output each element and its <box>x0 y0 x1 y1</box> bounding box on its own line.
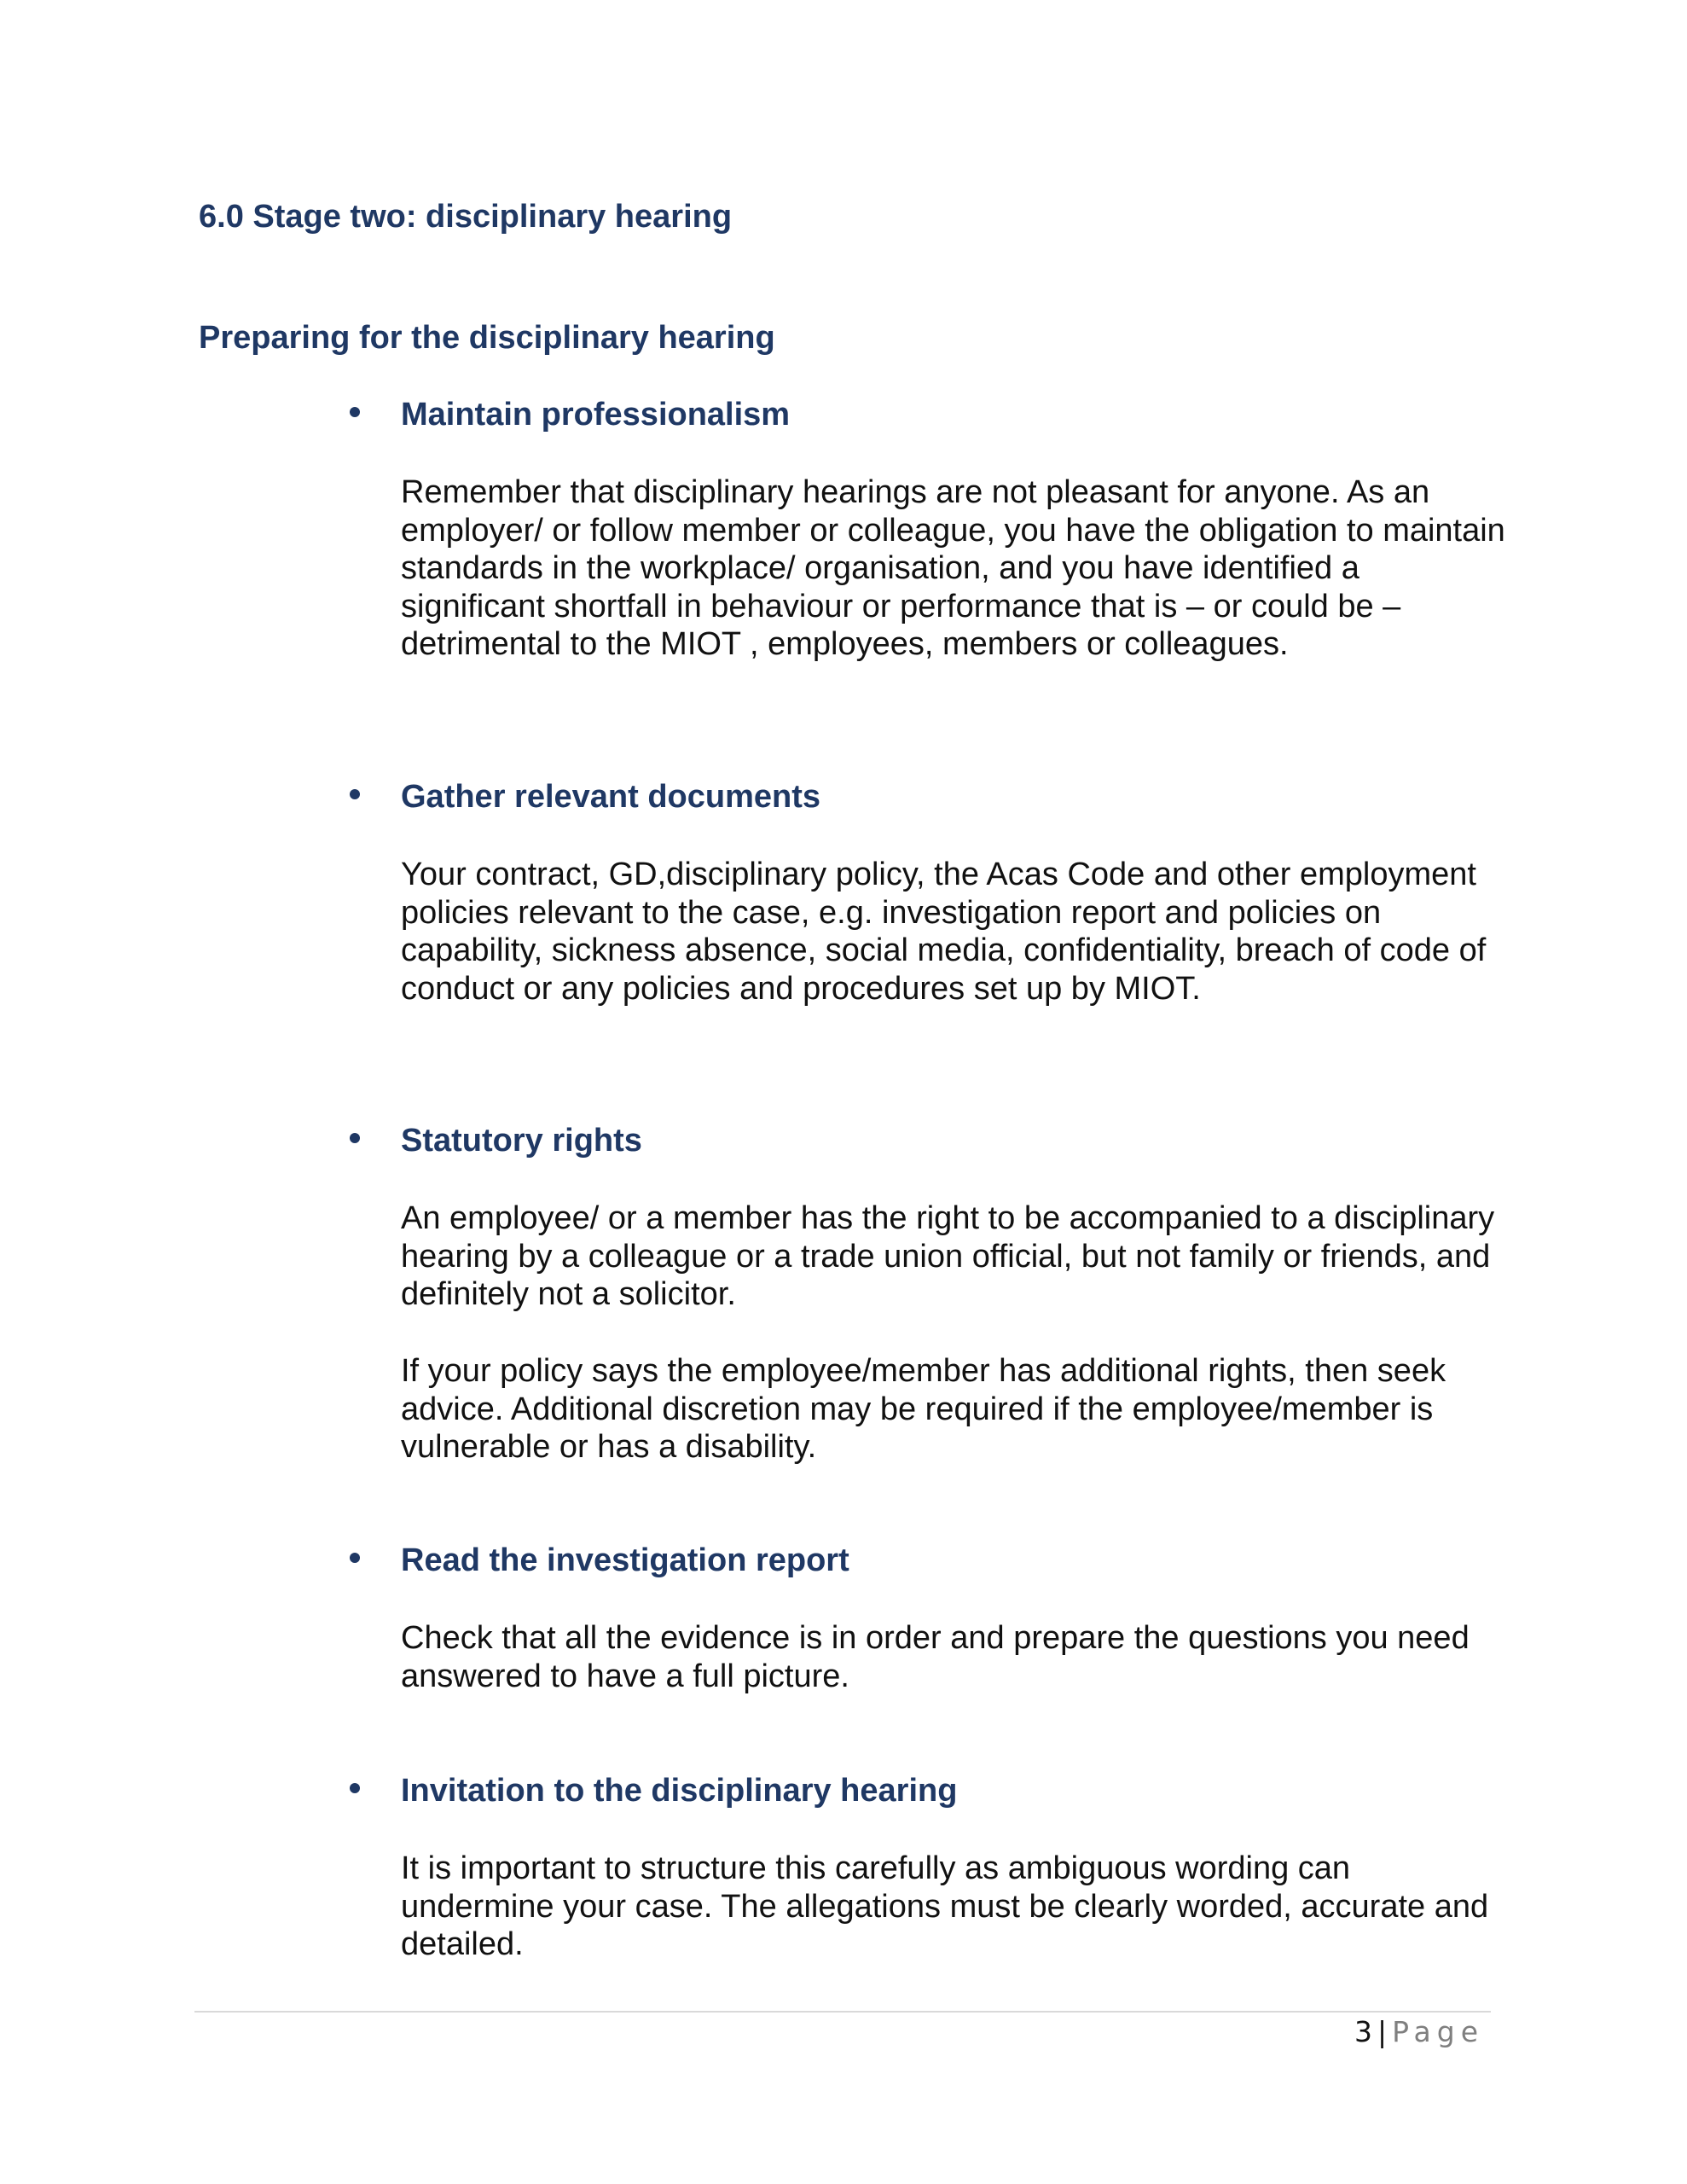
page-number: 3 <box>1354 2015 1372 2048</box>
section-heading: 6.0 Stage two: disciplinary hearing <box>199 199 733 235</box>
item-paragraph: It is important to structure this carefully as ambiguous wording can undermine your case. The allegations must be clearly worded, accurate and detailed. <box>401 1850 1489 1963</box>
item-paragraph: Check that all the evidence is in order and prepare the questions you need answered to have a full picture. <box>401 1620 1470 1694</box>
bullet-icon <box>350 407 360 417</box>
bullet-icon <box>350 1783 360 1793</box>
subheading: Preparing for the disciplinary hearing <box>199 320 775 356</box>
item-title: Read the investigation report <box>401 1542 849 1578</box>
bullet-icon <box>350 1133 360 1143</box>
item-paragraph: An employee/ or a member has the right to be accompanied to a disciplinary hearing by a colleague or a trade union official, but not family or friends, and definitely not a solicitor. <box>401 1200 1495 1313</box>
page-label: Page <box>1392 2015 1484 2048</box>
footer-divider <box>194 2011 1491 2013</box>
item-paragraph: Your contract, GD,disciplinary policy, the Acas Code and other employment policies relevant to the case, e.g. investigation report and policies on capability, sickness absence, social media, confidentiality, breach of code of conduct or any policies and procedures set up by MIOT. <box>401 857 1487 1007</box>
bullet-icon <box>350 789 360 799</box>
item-title: Statutory rights <box>401 1123 642 1159</box>
item-paragraph: If your policy says the employee/member has additional rights, then seek advice. Additional discretion may be required if the employee/member is vulnerable or has a disability. <box>401 1353 1446 1466</box>
bullet-icon <box>350 1553 360 1563</box>
item-title: Invitation to the disciplinary hearing <box>401 1773 958 1809</box>
item-title: Maintain professionalism <box>401 397 791 433</box>
item-title: Gather relevant documents <box>401 779 821 815</box>
page-footer <box>1354 2015 1484 2048</box>
footer-separator: | <box>1377 2015 1388 2048</box>
item-paragraph: Remember that disciplinary hearings are not pleasant for anyone. As an employer/ or follow member or colleague, you have the obligation to maintain standards in the workplace/ organisation, and you have identified a significant shortfall in behaviour or performance that is – or could be – detrimental to the MIOT , employees, members or colleagues. <box>401 474 1505 663</box>
